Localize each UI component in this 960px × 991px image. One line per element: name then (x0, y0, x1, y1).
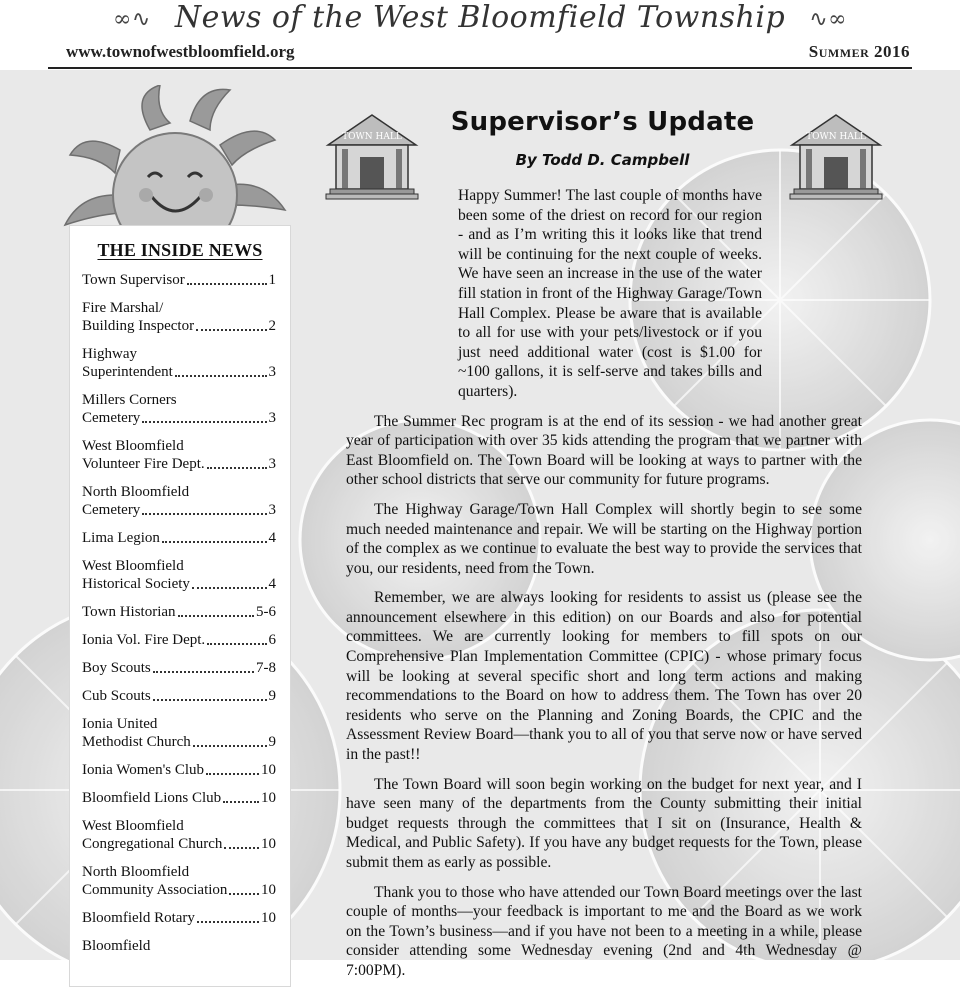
issue-season: Summer 2016 (808, 42, 910, 61)
toc-entry-line-top (82, 715, 276, 733)
article-byline: By Todd D. Campbell (515, 151, 690, 169)
toc-item[interactable] (82, 715, 276, 751)
toc-item[interactable] (82, 659, 276, 677)
article-paragraph: Thank you to those who have attended our Town Board meetings over the last couple of months—your feedback is important to me and the Board as we work on the Town’s business—and if you have not been to a meeting in a while, please consider attending some Wednesday evening (2nd and 4th Wednesday @ 7:00PM). (346, 883, 862, 979)
toc-entry-name: Volunteer Fire Dept. (82, 456, 205, 472)
toc-leader-dots (142, 513, 266, 515)
article-headline: Supervisor’s Update (450, 107, 755, 137)
toc-entry-line (82, 835, 276, 853)
toc-entry-line (82, 789, 276, 807)
toc-item[interactable] (82, 687, 276, 705)
toc-item[interactable] (82, 789, 276, 807)
toc-list (70, 271, 290, 955)
toc-leader-dots (224, 847, 259, 849)
toc-entry-name: Congregational Church (82, 836, 223, 852)
toc-entry-name: North Bloomfield (82, 864, 190, 880)
toc-leader-dots (223, 801, 259, 803)
toc-entry-name: Town Supervisor (82, 272, 185, 288)
town-hall-label: TOWN HALL (806, 132, 866, 142)
toc-page-number: 2 (268, 318, 276, 334)
toc-entry-name: Cemetery (82, 410, 141, 426)
toc-entry-line (82, 631, 276, 649)
toc-page-number: 4 (268, 576, 276, 592)
toc-entry-line (82, 271, 276, 289)
toc-entry-line (82, 575, 276, 593)
article-paragraph-text: Happy Summer! The last couple of months have been some of the driest on record for our region - and as I’m writing this it looks like that trend will be continuing for the next couple of weeks. We have seen an increase in the use of the water fill station in front of the Highway Garage/Town Hall Complex. Please be aware that is available to all for use with your pets/livestock or if you just need additional water (cost is $1.00 for ~100 gallons, it is self-serve and takes bills and quarters). (458, 187, 762, 400)
article-paragraph: The Summer Rec program is at the end of its session - we had another great year of participation with over 35 kids attending the program that we partner with East Bloomfield on. The Town Board will be looking at ways to partner with the other school districts that serve our community for future programs. (346, 412, 862, 489)
toc-entry-name: West Bloomfield (82, 558, 184, 574)
toc-leader-dots (192, 587, 267, 589)
toc-item[interactable] (82, 391, 276, 427)
toc-entry-name: West Bloomfield (82, 438, 184, 454)
masthead (0, 0, 960, 70)
toc-leader-dots (207, 467, 267, 469)
toc-entry-line (82, 687, 276, 705)
toc-entry-line-top (82, 863, 276, 881)
toc-entry-line (82, 501, 276, 519)
toc-page-number: 4 (268, 530, 276, 546)
toc-page-number: 10 (261, 836, 276, 852)
toc-leader-dots (229, 893, 259, 895)
inside-news-sidebar (70, 226, 290, 986)
toc-leader-dots (187, 283, 267, 285)
toc-item[interactable] (82, 631, 276, 649)
toc-page-number: 9 (268, 688, 276, 704)
toc-page-number: 3 (268, 364, 276, 380)
masthead-title-row (0, 0, 960, 35)
toc-page-number: 1 (268, 272, 276, 288)
toc-item[interactable] (82, 937, 276, 955)
toc-entry-name: Bloomfield Lions Club (82, 790, 222, 806)
sun-icon (60, 85, 300, 235)
toc-page-number: 10 (261, 882, 276, 898)
toc-leader-dots (153, 671, 254, 673)
toc-entry-name: Fire Marshal/ (82, 300, 164, 316)
toc-entry-line (82, 529, 276, 547)
toc-item[interactable] (82, 529, 276, 547)
toc-entry-name: Historical Society (82, 576, 190, 592)
toc-entry-line-top (82, 557, 276, 575)
toc-leader-dots (207, 643, 266, 645)
article-header (330, 95, 875, 169)
toc-page-number: 10 (261, 762, 276, 778)
toc-entry-line (82, 659, 276, 677)
masthead-divider (48, 67, 912, 69)
toc-item[interactable] (82, 483, 276, 519)
toc-entry-name: Ionia United (82, 716, 158, 732)
toc-entry-name: Methodist Church (82, 734, 191, 750)
toc-page-number: 3 (268, 456, 276, 472)
toc-entry-name: Millers Corners (82, 392, 177, 408)
toc-leader-dots (178, 615, 254, 617)
toc-leader-dots (162, 541, 267, 543)
toc-item[interactable] (82, 557, 276, 593)
toc-leader-dots (196, 329, 266, 331)
toc-entry-name: Building Inspector (82, 318, 195, 334)
scroll-flourish-icon: ∞∿ (113, 6, 151, 32)
toc-entry-name: Boy Scouts (82, 660, 151, 676)
toc-leader-dots (197, 921, 259, 923)
toc-page-number: 7-8 (256, 660, 276, 676)
toc-entry-name: Bloomfield (82, 938, 151, 954)
website-url[interactable]: www.townofwestbloomfield.org (66, 42, 295, 61)
toc-item[interactable] (82, 345, 276, 381)
toc-page-number: 3 (268, 502, 276, 518)
toc-entry-name: Ionia Women's Club (82, 762, 205, 778)
toc-page-number: 10 (261, 790, 276, 806)
toc-entry-name: Highway (82, 346, 137, 362)
toc-item[interactable] (82, 761, 276, 779)
toc-item[interactable] (82, 437, 276, 473)
toc-entry-line (82, 937, 276, 955)
toc-entry-line (82, 881, 276, 899)
toc-entry-line-top (82, 483, 276, 501)
toc-entry-name: West Bloomfield (82, 818, 184, 834)
toc-leader-dots (142, 421, 266, 423)
toc-entry-name: Cub Scouts (82, 688, 151, 704)
toc-entry-line-top (82, 299, 276, 317)
toc-entry-line-top (82, 391, 276, 409)
toc-page-number: 6 (268, 632, 276, 648)
toc-entry-line (82, 363, 276, 381)
article-body (346, 186, 862, 991)
toc-leader-dots (153, 699, 267, 701)
toc-page-number: 10 (261, 910, 276, 926)
toc-entry-name: North Bloomfield (82, 484, 190, 500)
toc-item[interactable] (82, 909, 276, 927)
toc-entry-name: Lima Legion (82, 530, 160, 546)
newsletter-title: News of the West Bloomfield Township (174, 0, 786, 35)
town-hall-label: TOWN HALL (342, 132, 402, 142)
scroll-flourish-icon: ∿∞ (809, 6, 847, 32)
toc-entry-line-top (82, 345, 276, 363)
toc-page-number: 5-6 (256, 604, 276, 620)
article-paragraph: Remember, we are always looking for residents to assist us (please see the announcement elsewhere in this edition) on our Boards and also for potential committees. We are currently looking for members to fill spots on our Comprehensive Plan Implementation Committee (CPIC) - whose primary focus will be looking at several specific short and long term actions and making recommendations to the Board on how to address them. The Town has over 20 residents who serve on the Planning and Zoning Boards, the CPIC and the Assessment Review Board—thank you to all of you that serve now or have served in the past!! (346, 589, 862, 764)
toc-item[interactable] (82, 817, 276, 853)
toc-leader-dots (175, 375, 267, 377)
toc-item[interactable] (82, 863, 276, 899)
toc-item[interactable] (82, 299, 276, 335)
sidebar-title: THE INSIDE NEWS (97, 240, 263, 260)
toc-entry-name: Cemetery (82, 502, 141, 518)
toc-entry-line (82, 603, 276, 621)
toc-entry-line (82, 909, 276, 927)
toc-entry-line (82, 317, 276, 335)
toc-item[interactable] (82, 603, 276, 621)
toc-entry-line (82, 761, 276, 779)
article-paragraph: The Town Board will soon begin working on the budget for next year, and I have seen many of the departments from the County submitting their initial budget requests through the committees that I sit on (Insurance, Health & Medical, and Public Safety). If you have any budget requests for the Town, please submit them as early as possible. (346, 775, 862, 871)
toc-entry-name: Bloomfield Rotary (82, 910, 195, 926)
toc-page-number: 3 (268, 410, 276, 426)
toc-entry-name: Community Association (82, 882, 228, 898)
toc-entry-line (82, 455, 276, 473)
toc-entry-line (82, 733, 276, 751)
toc-entry-line-top (82, 817, 276, 835)
toc-entry-line (82, 409, 276, 427)
toc-leader-dots (206, 773, 259, 775)
toc-entry-name: Superintendent (82, 364, 173, 380)
toc-entry-name: Ionia Vol. Fire Dept. (82, 632, 206, 648)
toc-page-number: 9 (268, 734, 276, 750)
article-paragraph (346, 186, 862, 402)
toc-entry-name: Town Historian (82, 604, 176, 620)
toc-leader-dots (193, 745, 267, 747)
toc-entry-line-top (82, 437, 276, 455)
article-paragraph: The Highway Garage/Town Hall Complex will shortly begin to see some much needed maintenance and repair. We will be starting on the Highway portion of the complex as we continue to evaluate the best way to provide the services that you, our residents, need from the Town. (346, 500, 862, 577)
toc-item[interactable] (82, 271, 276, 289)
